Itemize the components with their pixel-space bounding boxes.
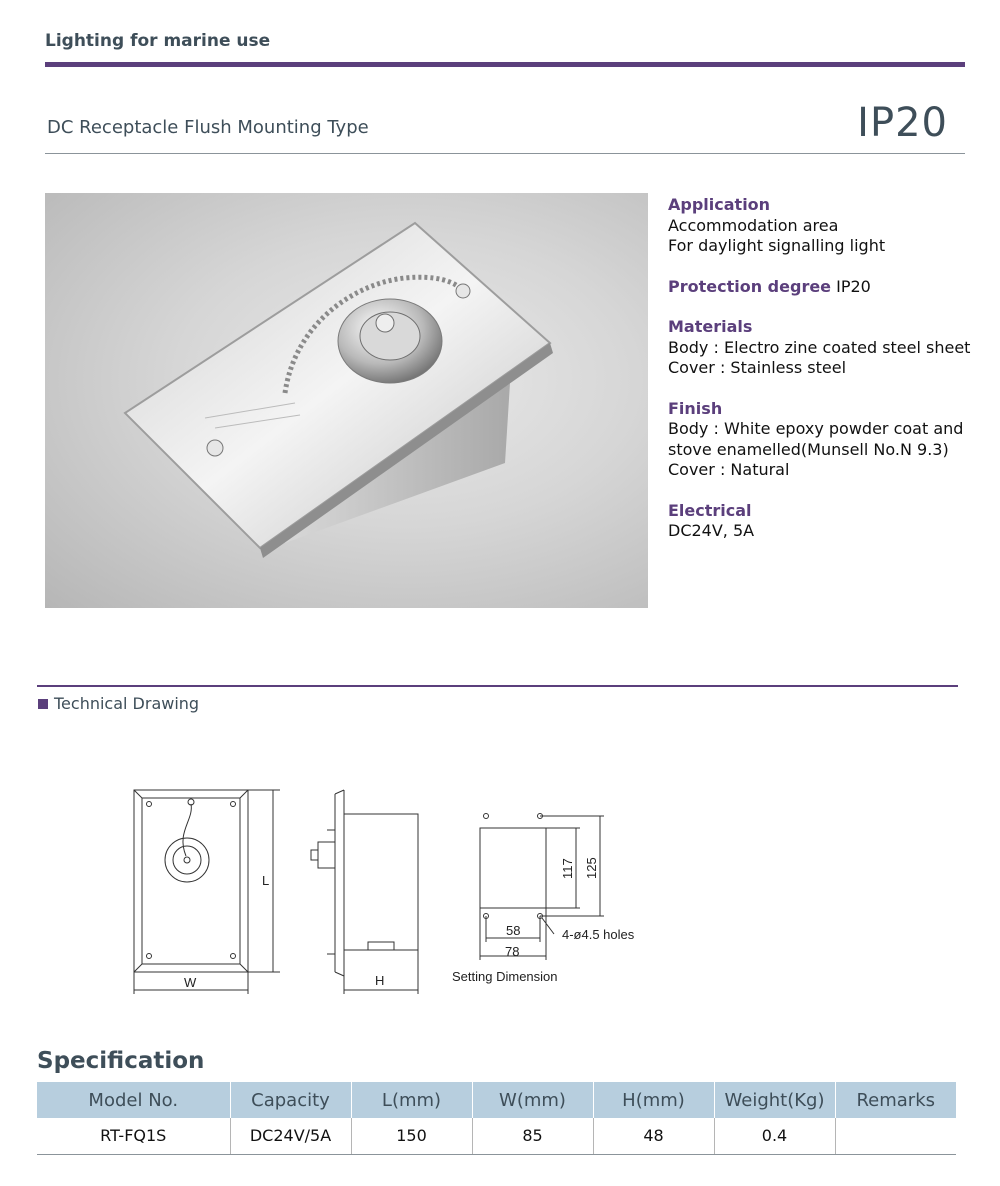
prop-line: Body : Electro zine coated steel sheet — [668, 337, 971, 357]
prop-label: Electrical — [668, 500, 752, 520]
prop-line: For daylight signalling light — [668, 236, 886, 255]
title-divider — [45, 153, 965, 154]
front-view-outer — [134, 790, 248, 972]
dim-label-125: 125 — [584, 857, 599, 879]
prop-application — [668, 195, 978, 257]
setting-outline — [480, 828, 546, 908]
prop-finish — [668, 399, 978, 481]
prop-label: Finish — [668, 398, 723, 418]
dim-label-h: H — [375, 973, 385, 988]
prop-line: Cover : Natural — [668, 460, 790, 479]
holes-label: 4-ø4.5 holes — [562, 927, 635, 942]
receptacle-photo-icon — [45, 193, 648, 608]
prop-line: Accommodation area — [668, 215, 839, 235]
column-header: H(mm) — [593, 1082, 714, 1118]
specification-table — [37, 1082, 956, 1155]
side-view-box — [344, 814, 418, 950]
socket-outer-ring — [165, 838, 209, 882]
table-cell: RT-FQ1S — [37, 1118, 230, 1154]
table-cell: 150 — [351, 1118, 472, 1154]
prop-line: Body : White epoxy powder coat and — [668, 419, 964, 438]
technical-drawing — [120, 780, 680, 1000]
technical-drawing-heading — [38, 694, 199, 713]
prop-inline-value: IP20 — [836, 276, 871, 296]
prop-line: stove enamelled(Munsell No.N 9.3) — [668, 439, 949, 459]
table-header-row — [37, 1082, 956, 1118]
bullet-square-icon — [38, 699, 48, 709]
prop-label: Materials — [668, 317, 753, 336]
property-list — [668, 195, 978, 562]
column-header: Remarks — [835, 1082, 956, 1118]
front-view-inner — [142, 798, 240, 964]
column-header: L(mm) — [351, 1082, 472, 1118]
table-cell: 85 — [472, 1118, 593, 1154]
prop-line: DC24V, 5A — [668, 521, 755, 540]
prop-electrical — [668, 501, 978, 542]
column-header: Model No. — [37, 1082, 230, 1118]
table-cell: DC24V/5A — [230, 1118, 351, 1154]
prop-label: Application — [668, 195, 771, 214]
table-cell: 0.4 — [714, 1118, 835, 1154]
table-row — [37, 1118, 956, 1154]
prop-protection — [668, 277, 978, 298]
column-header: Weight(Kg) — [714, 1082, 835, 1118]
category-label: Lighting for marine use — [45, 31, 271, 51]
setting-dimension-label: Setting Dimension — [452, 969, 558, 984]
table-cell — [835, 1118, 956, 1154]
product-subtitle: DC Receptacle Flush Mounting Type — [47, 117, 369, 138]
prop-label: Protection degree — [668, 276, 832, 296]
dim-label-w: W — [184, 975, 197, 990]
header-divider — [45, 62, 965, 67]
product-photo — [45, 193, 648, 608]
ip-rating-title: IP20 — [857, 100, 948, 146]
specification-title: Specification — [37, 1048, 205, 1074]
prop-materials — [668, 317, 978, 379]
section-divider — [37, 685, 958, 687]
prop-line: Cover : Stainless steel — [668, 358, 847, 377]
dim-label-l: L — [262, 873, 270, 888]
dim-label-78: 78 — [505, 944, 520, 959]
column-header: W(mm) — [472, 1082, 593, 1118]
dim-label-117: 117 — [560, 858, 575, 879]
column-header: Capacity — [230, 1082, 351, 1118]
dim-label-58: 58 — [506, 923, 521, 938]
table-cell: 48 — [593, 1118, 714, 1154]
technical-drawing-title: Technical Drawing — [54, 694, 200, 713]
